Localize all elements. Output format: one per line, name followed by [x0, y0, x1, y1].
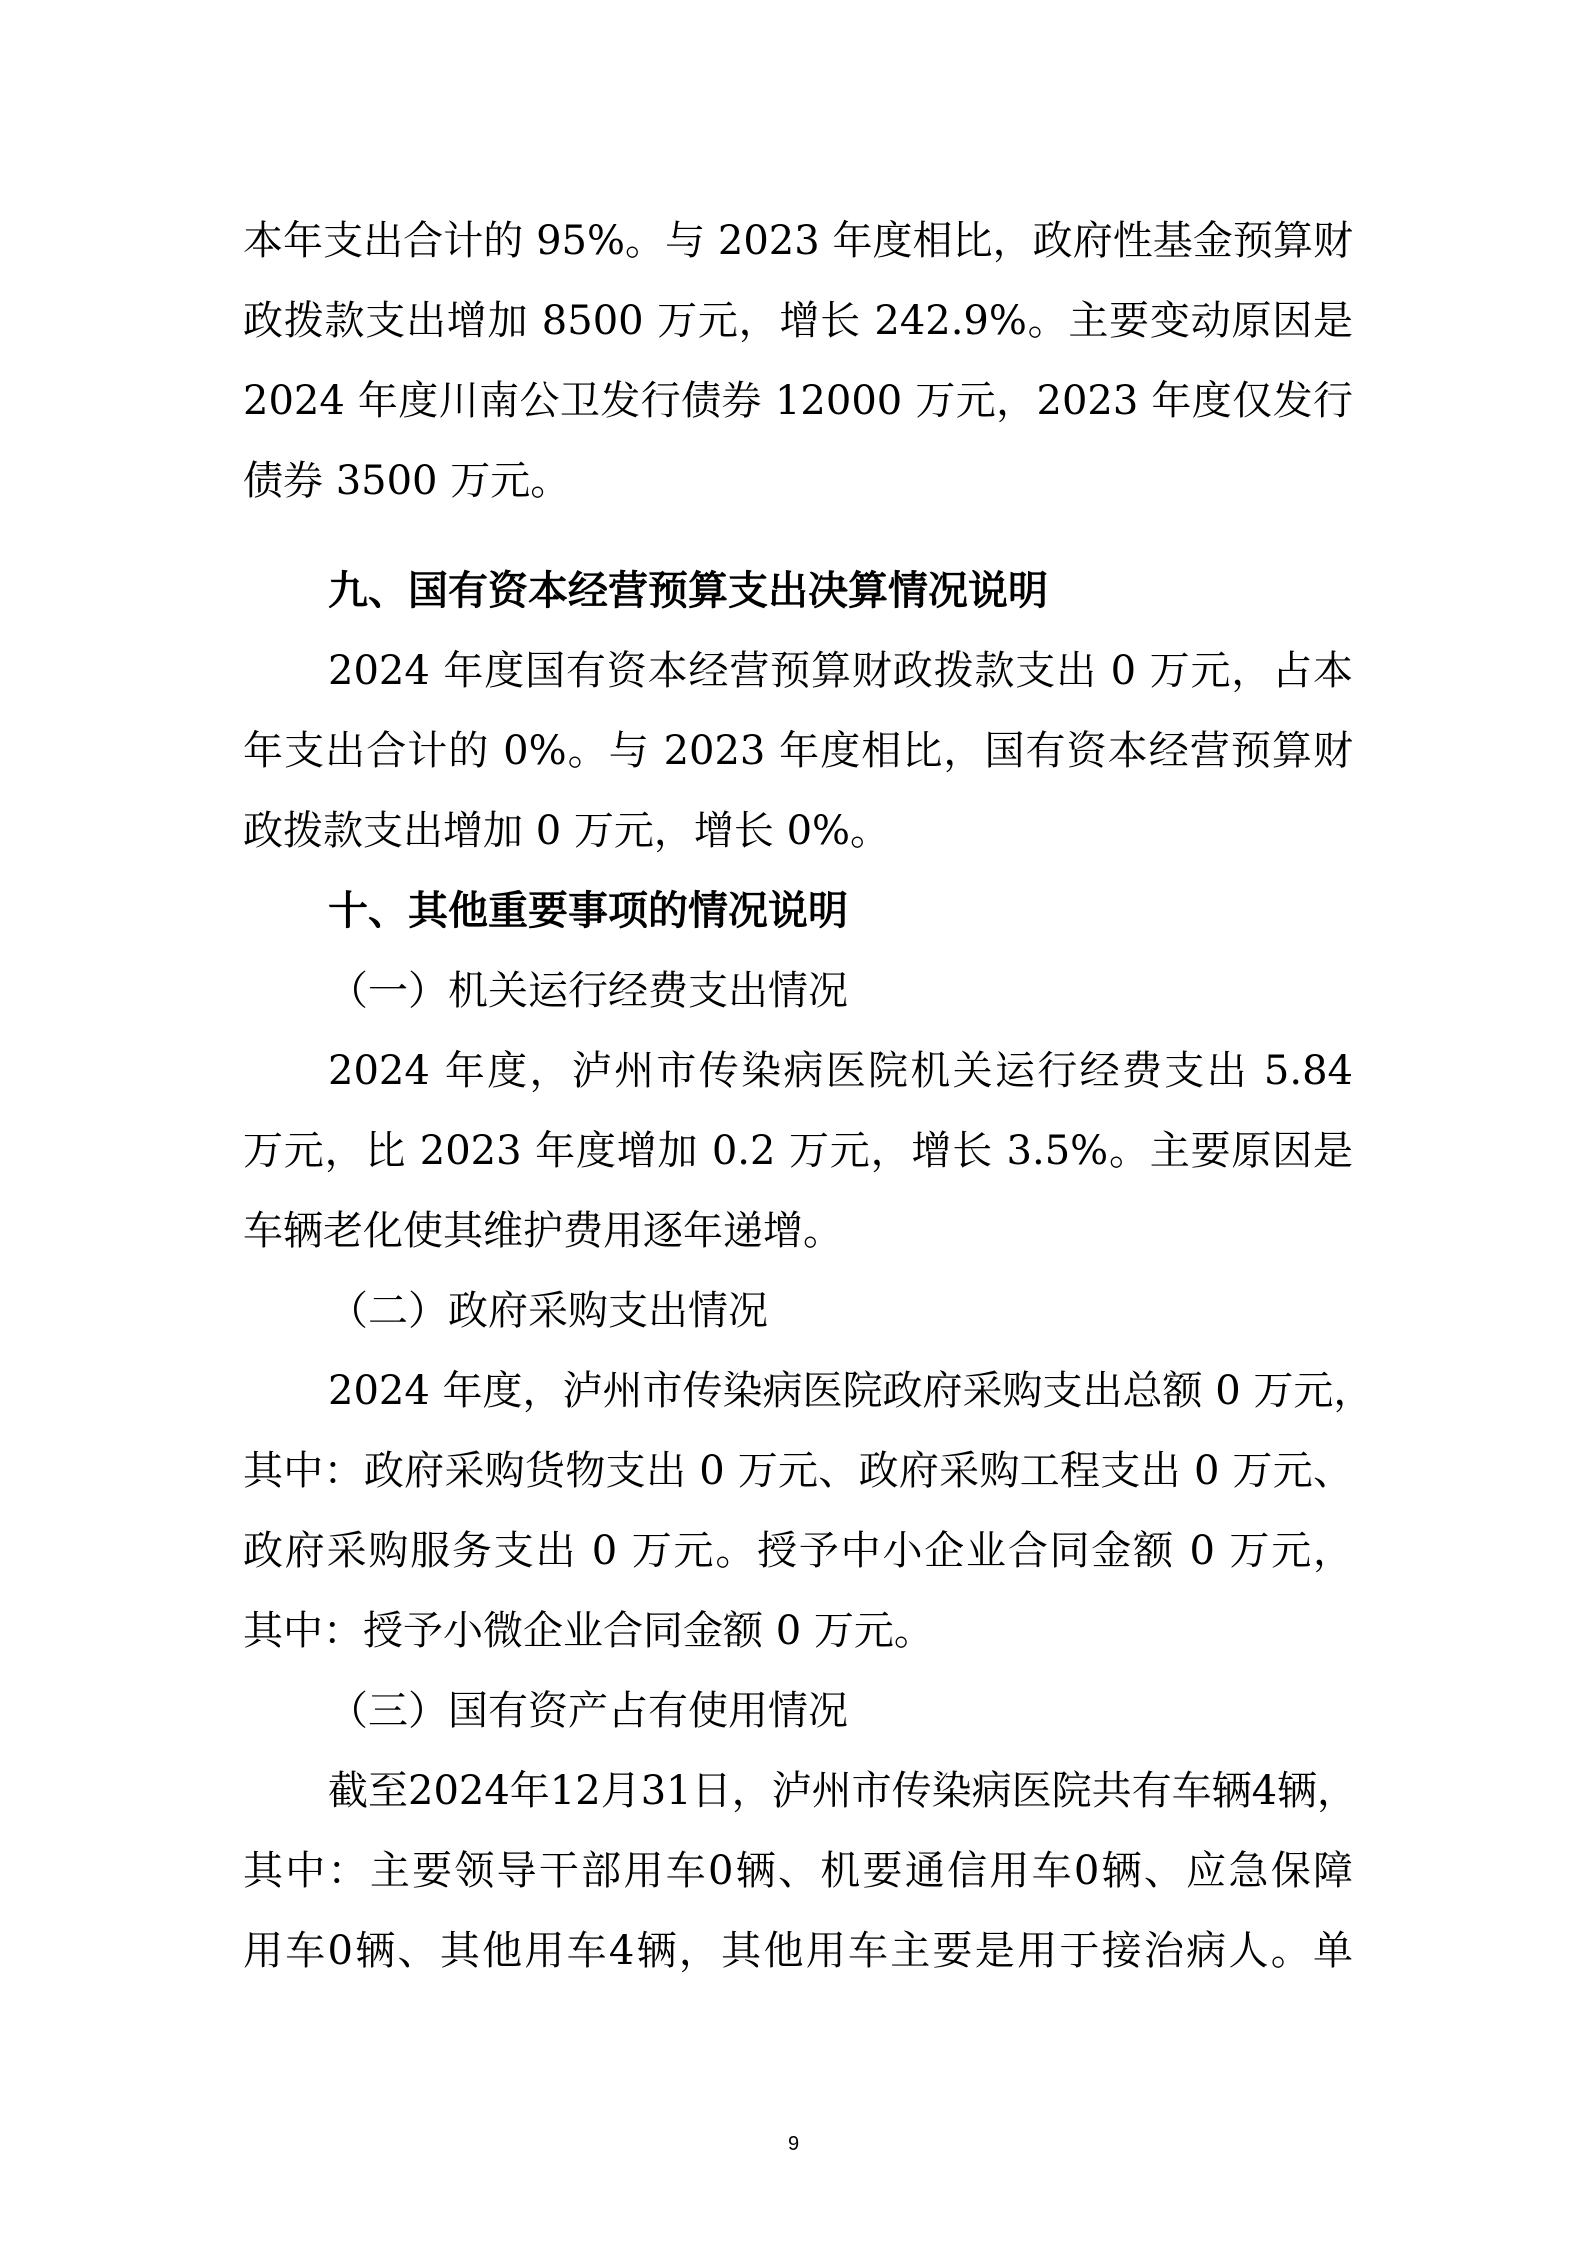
paragraph-line: 政拨款支出增加 8500 万元，增长 242.9%。主要变动原因是: [243, 298, 1353, 344]
paragraph-line: 2024 年度国有资本经营预算财政拨款支出 0 万元，占本: [328, 648, 1353, 694]
paragraph-line: 2024 年度川南公卫发行债券 12000 万元，2023 年度仅发行: [243, 378, 1353, 424]
paragraph-line: 政府采购服务支出 0 万元。授予中小企业合同金额 0 万元，: [243, 1528, 1353, 1574]
paragraph-line: 用车0辆、其他用车4辆，其他用车主要是用于接治病人。单: [243, 1928, 1353, 1974]
paragraph-line: 其中：主要领导干部用车0辆、机要通信用车0辆、应急保障: [243, 1848, 1353, 1894]
paragraph-line: 2024 年度，泸州市传染病医院政府采购支出总额 0 万元，: [328, 1368, 1374, 1414]
paragraph-line: 万元，比 2023 年度增加 0.2 万元，增长 3.5%。主要原因是: [243, 1128, 1353, 1174]
paragraph-line: 政拨款支出增加 0 万元，增长 0%。: [243, 808, 891, 854]
paragraph-line: 其中：授予小微企业合同金额 0 万元。: [243, 1608, 934, 1654]
section-heading: 十、其他重要事项的情况说明: [328, 888, 848, 934]
paragraph-line: 年支出合计的 0%。与 2023 年度相比，国有资本经营预算财: [243, 728, 1353, 774]
paragraph-line: 截至2024年12月31日，泸州市传染病医院共有车辆4辆，: [328, 1768, 1358, 1814]
sub-heading: （一）机关运行经费支出情况: [328, 968, 848, 1014]
paragraph-line: 车辆老化使其维护费用逐年递增。: [243, 1208, 843, 1254]
sub-heading: （三）国有资产占有使用情况: [328, 1688, 848, 1734]
page-number: 9: [787, 2133, 800, 2155]
paragraph-line: 其中：政府采购货物支出 0 万元、政府采购工程支出 0 万元、: [243, 1448, 1353, 1494]
paragraph-line: 债券 3500 万元。: [243, 458, 571, 504]
paragraph-line: 2024 年度，泸州市传染病医院机关运行经费支出 5.84: [328, 1048, 1353, 1094]
paragraph-line: 本年支出合计的 95%。与 2023 年度相比，政府性基金预算财: [243, 218, 1353, 264]
sub-heading: （二）政府采购支出情况: [328, 1288, 768, 1334]
section-heading: 九、国有资本经营预算支出决算情况说明: [328, 568, 1048, 614]
